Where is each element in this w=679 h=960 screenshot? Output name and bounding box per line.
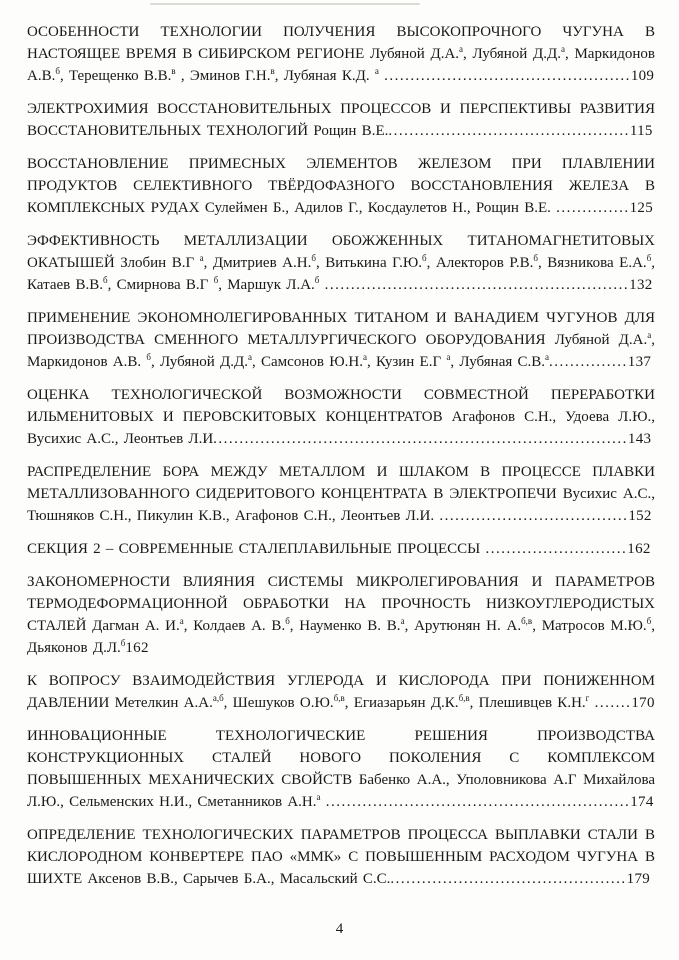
- toc-entry: [27, 98, 655, 142]
- toc-entry: [27, 824, 655, 890]
- toc-entry-text: ИННОВАЦИОННЫЕ ТЕХНОЛОГИЧЕСКИЕ РЕШЕНИЯ ПРОИЗВОДСТВА КОНСТРУКЦИОННЫХ СТАЛЕЙ НОВОГО ПОКОЛЕНИЯ С КОМПЛЕКСОМ ПОВЫШЕННЫХ МЕХАНИЧЕСКИХ СВОЙСТВ Бабенко А.А., Уполовникова А.Г Михайлова Л.Ю., Сельменских Н.И., Сметанников А.Н.$^а$: [27, 728, 655, 810]
- toc-entry-text: ПРИМЕНЕНИЕ ЭКОНОМНОЛЕГИРОВАННЫХ ТИТАНОМ И ВАНАДИЕМ ЧУГУНОВ ДЛЯ ПРОИЗВОДСТВА СМЕННОГО МЕТАЛЛУРГИЧЕСКОГО ОБОРУДОВАНИЯ Лубяной Д.А.$^а$, Маркидонов А.В. $^б$, Лубяной Д.Д.$^а$, Самсонов Ю.Н.$^а$, Кузин Е.Г $^а$, Лубяная С.В.$^а$: [27, 310, 655, 370]
- toc-entry-text: ВОССТАНОВЛЕНИЕ ПРИМЕСНЫХ ЭЛЕМЕНТОВ ЖЕЛЕЗОМ ПРИ ПЛАВЛЕНИИ ПРОДУКТОВ СЕЛЕКТИВНОГО ТВЁРДОФАЗНОГО ВОССТАНОВЛЕНИЯ ЖЕЛЕЗА В КОМПЛЕКСНЫХ РУДАХ Сулеймен Б., Адилов Г., Косдаулетов Н., Рощин В.Е.: [27, 156, 655, 216]
- toc-leader-unit: [213, 431, 651, 447]
- dot-leader: ...............................................................................: [213, 431, 628, 447]
- toc-page-number: 132: [629, 277, 653, 293]
- toc-page-number: 162: [125, 640, 149, 656]
- toc-leader-unit: [326, 794, 654, 810]
- toc-entry: [27, 670, 655, 714]
- dot-leader: ..........................................................: [325, 794, 631, 810]
- toc-page-number: 179: [626, 871, 651, 887]
- toc-entry: [27, 384, 655, 450]
- table-of-contents: [27, 21, 655, 890]
- toc-page-number: 125: [629, 200, 654, 216]
- dot-leader: ...........................: [485, 541, 628, 557]
- toc-entry-text: РАСПРЕДЕЛЕНИЕ БОРА МЕЖДУ МЕТАЛЛОМ И ШЛАКОМ В ПРОЦЕССЕ ПЛАВКИ МЕТАЛЛИЗОВАННОГО СИДЕРИТОВОГО КОНЦЕНТРАТА В ЭЛЕКТРОПЕЧИ Вусихис А.С., Тюшняков С.Н., Пикулин К.В., Агафонов С.Н., Леонтьев Л.И.: [27, 464, 655, 524]
- toc-page-number: 162: [627, 541, 651, 557]
- toc-entry: [27, 230, 655, 296]
- toc-entry: [27, 571, 655, 659]
- page-footer: [0, 918, 679, 940]
- toc-leader-unit: [125, 640, 148, 656]
- dot-leader: .............................................: [390, 871, 627, 887]
- toc-entry: [27, 307, 655, 373]
- toc-entry-text: ОСОБЕННОСТИ ТЕХНОЛОГИИ ПОЛУЧЕНИЯ ВЫСОКОПРОЧНОГО ЧУГУНА В НАСТОЯЩЕЕ ВРЕМЯ В СИБИРСКОМ РЕГИОНЕ Лубяной Д.А.$^а$, Лубяной Д.Д.$^а$, Маркидонов А.В.$^б$, Терещенко В.В.$^в$ , Эминов Г.Н.$^в$, Лубяная К.Д. $^а$: [27, 24, 656, 84]
- page-number: 4: [335, 921, 344, 937]
- dot-leader: ..............................................: [388, 123, 630, 139]
- toc-entry-text: ОЦЕНКА ТЕХНОЛОГИЧЕСКОЙ ВОЗМОЖНОСТИ СОВМЕСТНОЙ ПЕРЕРАБОТКИ ИЛЬМЕНИТОВЫХ И ПЕРОВСКИТОВЫХ КОНЦЕНТРАТОВ Агафонов С.Н., Удоева Л.Ю., Вусихис А.С., Леонтьев Л.И: [27, 387, 655, 447]
- toc-page-number: 170: [631, 695, 655, 711]
- toc-entry-text: ЗАКОНОМЕРНОСТИ ВЛИЯНИЯ СИСТЕМЫ МИКРОЛЕГИРОВАНИЯ И ПАРАМЕТРОВ ТЕРМОДЕФОРМАЦИОННОЙ ОБРАБОТКИ НА ПРОЧНОСТЬ НИЗКОУГЛЕРОДИСТЫХ СТАЛЕЙ Дагман А. И.$^а$, Колдаев А. В.$^б$, Науменко В. В.$^а$, Арутюнян Н. А.$^{б,в}$, Матросов М.Ю.$^б$, Дьяконов Д.Л.$^б$: [27, 574, 656, 656]
- toc-entry-text: ЭФФЕКТИВНОСТЬ МЕТАЛЛИЗАЦИИ ОБОЖЖЕННЫХ ТИТАНОМАГНЕТИТОВЫХ ОКАТЫШЕЙ Злобин В.Г $^а$, Дмитриев А.Н.$^б$, Витькина Г.Ю.$^б$, Алекторов Р.В.$^б$, Вязникова Е.А.$^б$, Катаев В.В.$^б$, Смирнова В.Г $^б$, Маршук Л.А.$^б$: [27, 233, 656, 293]
- toc-leader-unit: [384, 68, 654, 84]
- toc-entry: [27, 153, 655, 219]
- dot-leader: ..............: [556, 200, 630, 216]
- toc-entry-text: ОПРЕДЕЛЕНИЕ ТЕХНОЛОГИЧЕСКИХ ПАРАМЕТРОВ ПРОЦЕССА ВЫПЛАВКИ СТАЛИ В КИСЛОРОДНОМ КОНВЕРТЕРЕ ПАО «ММК» С ПОВЫШЕННЫМ РАСХОДОМ ЧУГУНА В ШИХТЕ Аксенов В.В., Сарычев Б.А., Масальский С.С.: [27, 827, 655, 887]
- toc-leader-unit: [549, 354, 651, 370]
- toc-leader-unit: [486, 541, 651, 557]
- toc-page-number: 109: [630, 68, 655, 84]
- toc-page-number: 137: [627, 354, 652, 370]
- dot-leader: ...............: [549, 354, 628, 370]
- toc-page-number: 143: [627, 431, 652, 447]
- toc-leader-unit: [325, 277, 653, 293]
- dot-leader: .......: [594, 695, 632, 711]
- dot-leader: ..........................................................: [324, 277, 630, 293]
- toc-entry-text: СЕКЦИЯ 2 – СОВРЕМЕННЫЕ СТАЛЕПЛАВИЛЬНЫЕ ПРОЦЕССЫ: [27, 541, 486, 557]
- toc-leader-unit: [390, 871, 650, 887]
- toc-entry: [27, 461, 655, 527]
- dot-leader: ....................................: [439, 508, 629, 524]
- toc-entry: [27, 725, 655, 813]
- dot-leader: ...............................................: [384, 68, 631, 84]
- toc-page-number: 174: [630, 794, 654, 810]
- toc-entry: [27, 21, 655, 87]
- toc-leader-unit: [388, 123, 652, 139]
- toc-entry-text: К ВОПРОСУ ВЗАИМОДЕЙСТВИЯ УГЛЕРОДА И КИСЛОРОДА ПРИ ПОНИЖЕННОМ ДАВЛЕНИИ Метелкин А.А.$^{а,б}$, Шешуков О.Ю.$^{б,в}$, Егиазарьян Д.К.$^{б,в}$, Плешивцев К.Н.$^г$: [27, 673, 655, 711]
- toc-entry-text: ЭЛЕКТРОХИМИЯ ВОССТАНОВИТЕЛЬНЫХ ПРОЦЕССОВ И ПЕРСПЕКТИВЫ РАЗВИТИЯ ВОССТАНОВИТЕЛЬНЫХ ТЕХНОЛОГИЙ Рощин В.Е.: [27, 101, 655, 139]
- toc-leader-unit: [439, 508, 651, 524]
- toc-leader-unit: [556, 200, 653, 216]
- toc-leader-unit: [595, 695, 655, 711]
- scan-artifact-line: [150, 3, 420, 5]
- toc-page-number: 115: [629, 123, 653, 139]
- toc-entry: [27, 538, 655, 560]
- toc-page-number: 152: [628, 508, 652, 524]
